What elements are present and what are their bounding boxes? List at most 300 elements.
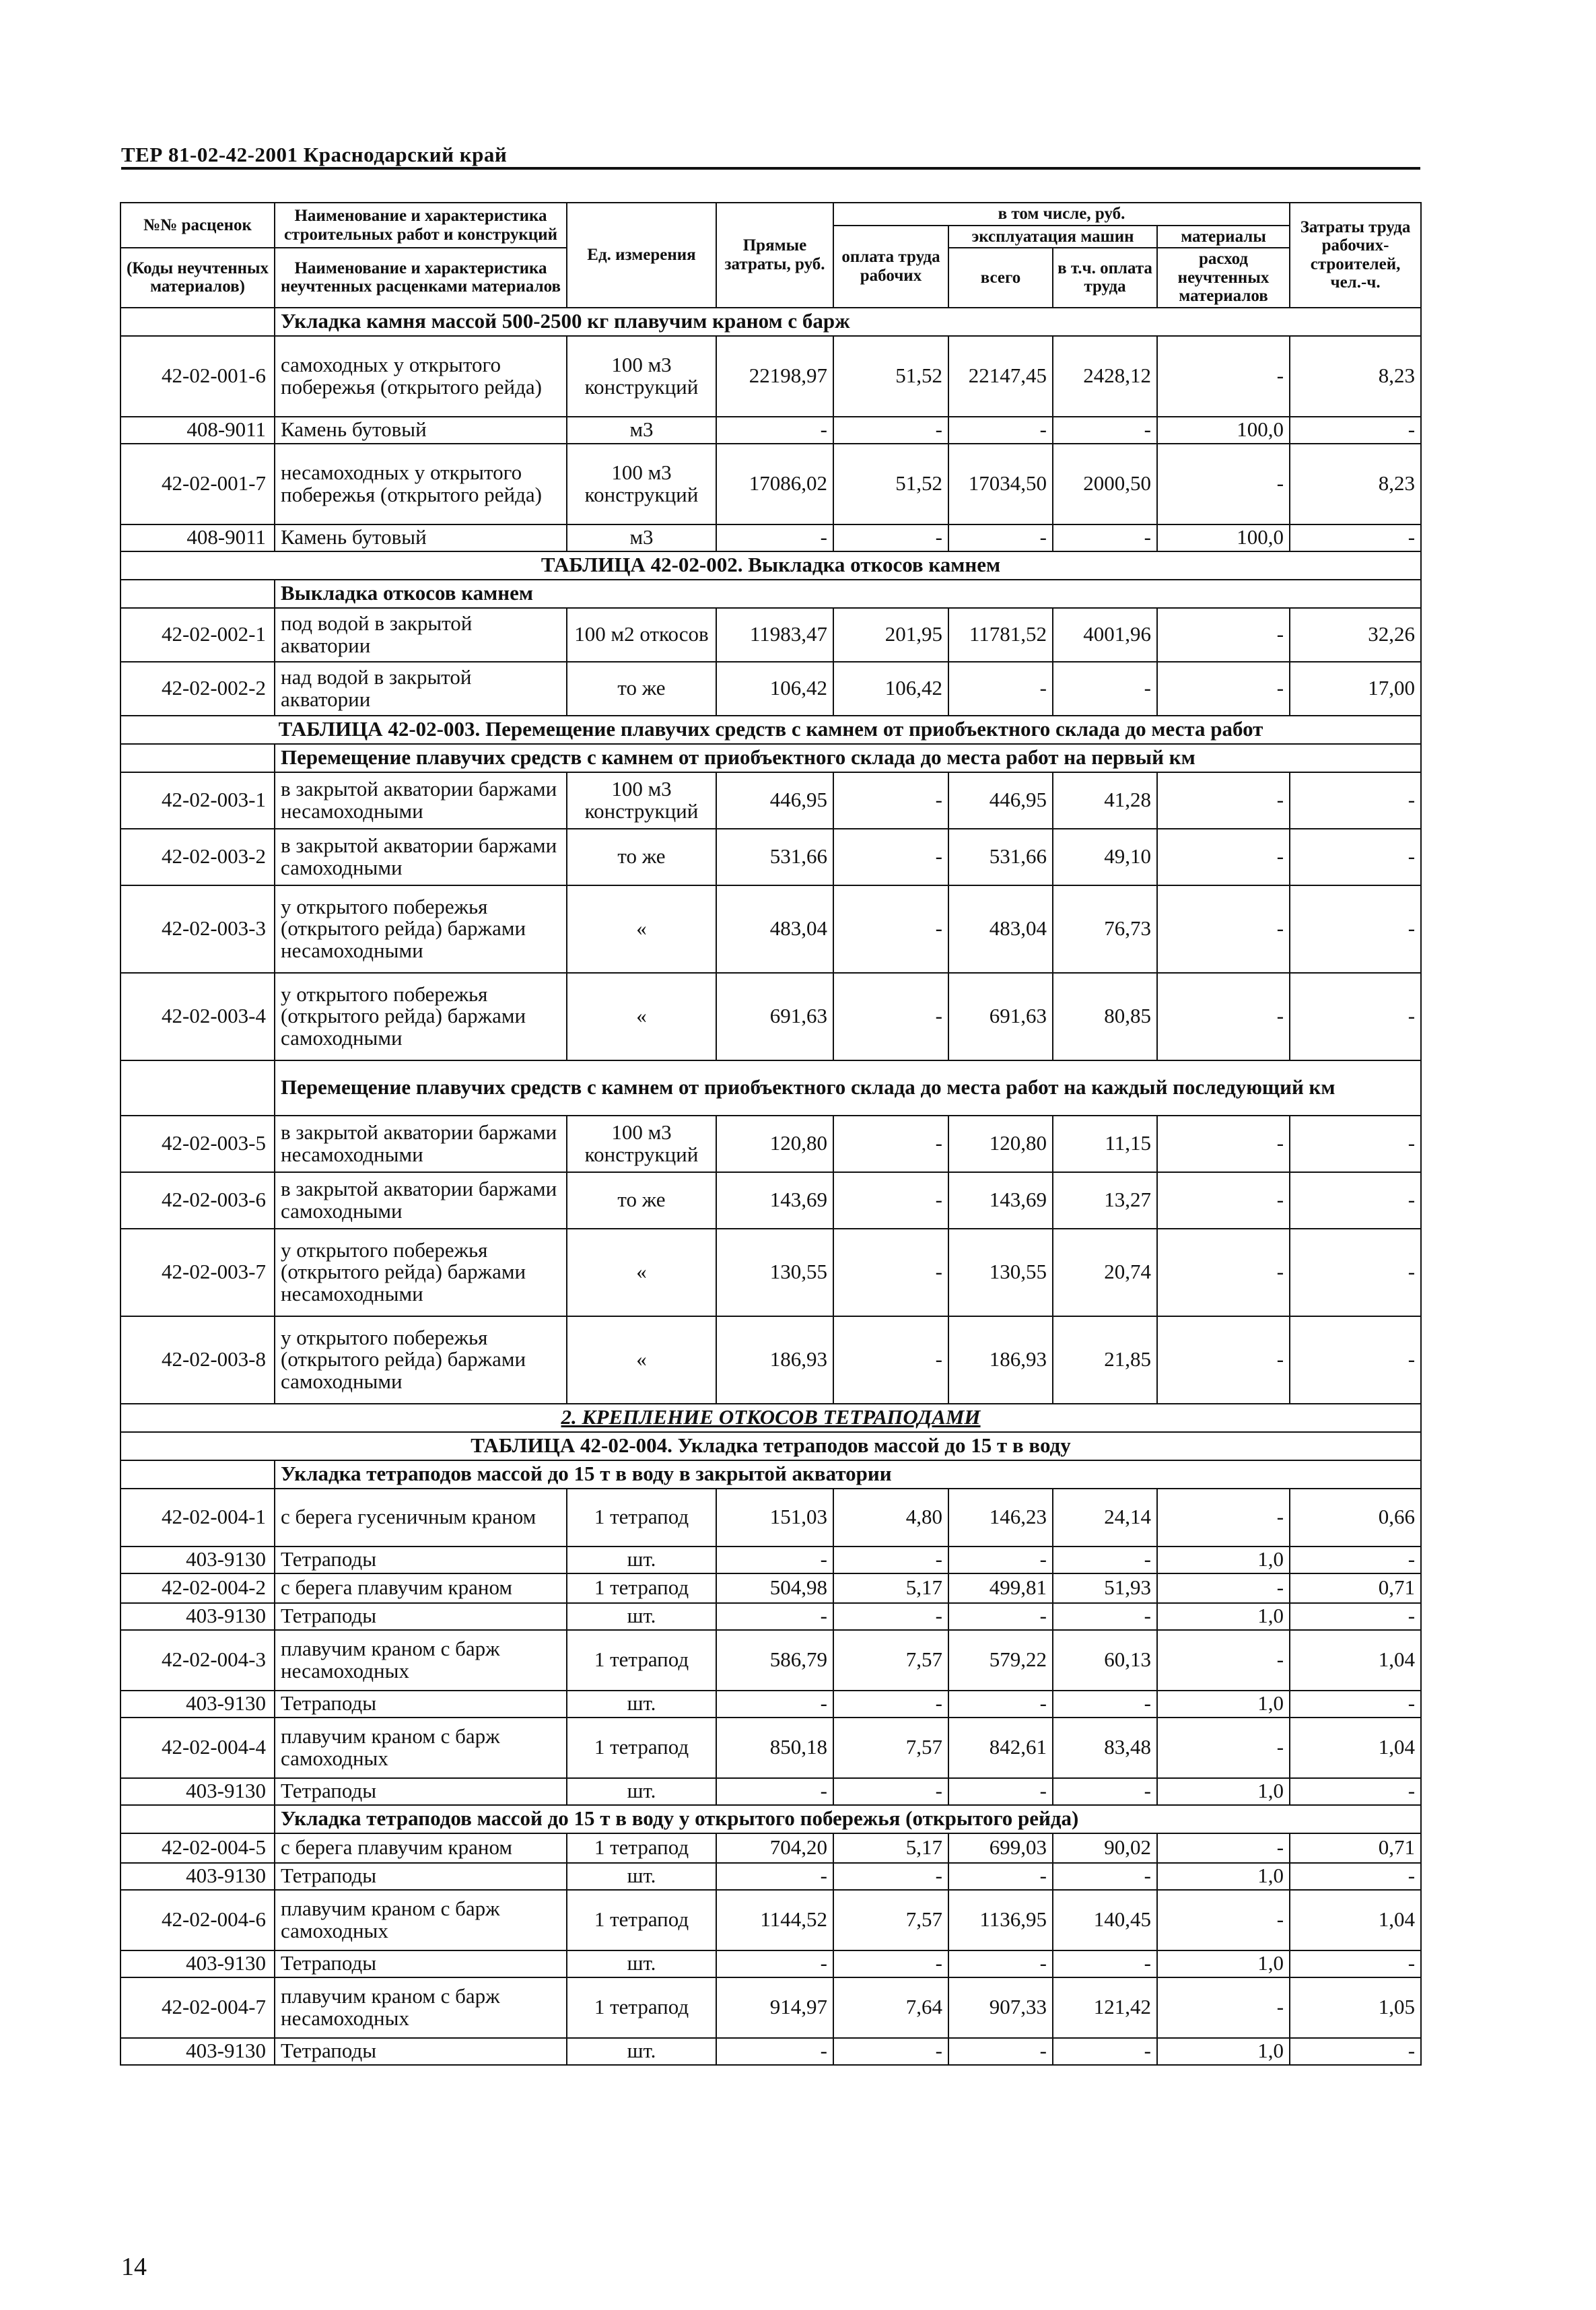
section-title: ТАБЛИЦА 42-02-002. Выкладка откосов камнем <box>120 551 1421 580</box>
table-row <box>120 1863 1421 1890</box>
machines-total-cell: - <box>948 1863 1053 1890</box>
workers-cost-cell: 8,23 <box>1290 444 1421 524</box>
machines-total-cell: - <box>948 417 1053 444</box>
materials-cell: 1,0 <box>1157 1863 1290 1890</box>
unit-cell: 1 тетрапод <box>567 1718 716 1778</box>
table-row <box>120 1977 1421 2038</box>
empty-cell <box>120 1805 275 1833</box>
machines-total-cell: - <box>948 1603 1053 1630</box>
section-row <box>120 1805 1421 1833</box>
machines-total-cell: - <box>948 1547 1053 1573</box>
unit-cell: 100 м3 конструкций <box>567 444 716 524</box>
unit-cell: 100 м3 конструкций <box>567 1116 716 1172</box>
machines-labor-cell: 60,13 <box>1053 1630 1157 1691</box>
section-row <box>120 580 1421 608</box>
unit-cell: то же <box>567 662 716 716</box>
materials-cell: 1,0 <box>1157 1603 1290 1630</box>
table-row <box>120 1833 1421 1863</box>
rate-code: 42-02-004-6 <box>120 1890 275 1950</box>
work-name: в закрытой акватории баржами самоходными <box>275 829 567 885</box>
workers-cost-cell: - <box>1290 1316 1421 1404</box>
materials-cell: - <box>1157 772 1290 829</box>
workers-cost-cell: - <box>1290 1603 1421 1630</box>
direct-cost-cell: - <box>716 1950 833 1977</box>
rate-code: 403-9130 <box>120 1691 275 1718</box>
work-name: в закрытой акватории баржами несамоходными <box>275 1116 567 1172</box>
direct-cost-cell: - <box>716 524 833 551</box>
machines-total-cell: - <box>948 1778 1053 1805</box>
machines-labor-cell: 24,14 <box>1053 1489 1157 1547</box>
rate-code: 42-02-002-2 <box>120 662 275 716</box>
materials-cell: - <box>1157 1977 1290 2038</box>
subsection-title: Укладка камня массой 500-2500 кг плавучим краном с барж <box>275 308 1421 336</box>
work-name: Тетраподы <box>275 1863 567 1890</box>
table-row <box>120 524 1421 551</box>
header-code-top: №№ расценок <box>120 203 275 248</box>
labor-pay-cell: - <box>833 1547 948 1573</box>
rate-code: 42-02-003-5 <box>120 1116 275 1172</box>
work-name: с берега плавучим краном <box>275 1833 567 1863</box>
machines-total-cell: - <box>948 1950 1053 1977</box>
unit-cell: то же <box>567 1172 716 1229</box>
workers-cost-cell: - <box>1290 524 1421 551</box>
labor-pay-cell: 51,52 <box>833 336 948 417</box>
header-labor: оплата труда рабочих <box>833 226 948 308</box>
workers-cost-cell: - <box>1290 1691 1421 1718</box>
rate-code: 408-9011 <box>120 524 275 551</box>
machines-total-cell: 907,33 <box>948 1977 1053 2038</box>
labor-pay-cell: 51,52 <box>833 444 948 524</box>
machines-labor-cell: - <box>1053 524 1157 551</box>
header-incl: в том числе, руб. <box>833 203 1290 226</box>
direct-cost-cell: 106,42 <box>716 662 833 716</box>
machines-labor-cell: 20,74 <box>1053 1229 1157 1316</box>
materials-cell: - <box>1157 1229 1290 1316</box>
rate-code: 42-02-004-2 <box>120 1573 275 1603</box>
machines-labor-cell: - <box>1053 662 1157 716</box>
rate-code: 42-02-003-4 <box>120 973 275 1060</box>
rate-code: 403-9130 <box>120 1603 275 1630</box>
direct-cost-cell: 186,93 <box>716 1316 833 1404</box>
work-name: у открытого побережья (открытого рейда) баржами несамоходными <box>275 1229 567 1316</box>
materials-cell: - <box>1157 1833 1290 1863</box>
rate-code: 42-02-003-2 <box>120 829 275 885</box>
rate-code: 42-02-001-7 <box>120 444 275 524</box>
unit-cell: « <box>567 973 716 1060</box>
machines-labor-cell: 2428,12 <box>1053 336 1157 417</box>
work-name: Камень бутовый <box>275 524 567 551</box>
machines-labor-cell: - <box>1053 2038 1157 2065</box>
machines-labor-cell: 41,28 <box>1053 772 1157 829</box>
machines-labor-cell: - <box>1053 1547 1157 1573</box>
unit-cell: 1 тетрапод <box>567 1890 716 1950</box>
rate-code: 42-02-004-1 <box>120 1489 275 1547</box>
direct-cost-cell: 1144,52 <box>716 1890 833 1950</box>
header-machines-labor: в т.ч. оплата труда <box>1053 248 1157 308</box>
direct-cost-cell: - <box>716 1603 833 1630</box>
rate-code: 403-9130 <box>120 1863 275 1890</box>
table-row <box>120 973 1421 1060</box>
work-name: Тетраподы <box>275 1603 567 1630</box>
labor-pay-cell: - <box>833 1116 948 1172</box>
direct-cost-cell: - <box>716 1547 833 1573</box>
workers-cost-cell: - <box>1290 885 1421 973</box>
unit-cell: шт. <box>567 1950 716 1977</box>
table-row <box>120 1229 1421 1316</box>
machines-labor-cell: - <box>1053 417 1157 444</box>
table-row <box>120 1489 1421 1547</box>
labor-pay-cell: - <box>833 1691 948 1718</box>
materials-cell: - <box>1157 1630 1290 1691</box>
table-row <box>120 885 1421 973</box>
direct-cost-cell: - <box>716 1691 833 1718</box>
header-machines-total: всего <box>948 248 1053 308</box>
page-header: ТЕР 81-02-42-2001 Краснодарский край <box>121 143 508 166</box>
workers-cost-cell: 17,00 <box>1290 662 1421 716</box>
rate-code: 42-02-002-1 <box>120 608 275 662</box>
materials-cell: - <box>1157 1489 1290 1547</box>
materials-cell: - <box>1157 608 1290 662</box>
subsection-title: Перемещение плавучих средств с камнем от приобъектного склада до места работ на первый км <box>275 744 1421 772</box>
materials-cell: - <box>1157 885 1290 973</box>
table-row <box>120 1890 1421 1950</box>
labor-pay-cell: - <box>833 1778 948 1805</box>
labor-pay-cell: - <box>833 1603 948 1630</box>
machines-total-cell: 531,66 <box>948 829 1053 885</box>
machines-total-cell: - <box>948 1691 1053 1718</box>
workers-cost-cell: 0,71 <box>1290 1573 1421 1603</box>
table-header <box>120 203 1421 308</box>
machines-total-cell: 17034,50 <box>948 444 1053 524</box>
machines-total-cell: 186,93 <box>948 1316 1053 1404</box>
unit-cell: то же <box>567 829 716 885</box>
direct-cost-cell: 143,69 <box>716 1172 833 1229</box>
work-name: в закрытой акватории баржами несамоходными <box>275 772 567 829</box>
work-name: над водой в закрытой акватории <box>275 662 567 716</box>
machines-labor-cell: 90,02 <box>1053 1833 1157 1863</box>
header-name-bottom: Наименование и характеристика неучтенных расценками материалов <box>275 248 567 308</box>
labor-pay-cell: - <box>833 829 948 885</box>
direct-cost-cell: - <box>716 1778 833 1805</box>
workers-cost-cell: 0,71 <box>1290 1833 1421 1863</box>
rate-code: 42-02-004-3 <box>120 1630 275 1691</box>
section-row <box>120 716 1421 744</box>
direct-cost-cell: 691,63 <box>716 973 833 1060</box>
work-name: в закрытой акватории баржами самоходными <box>275 1172 567 1229</box>
machines-labor-cell: 140,45 <box>1053 1890 1157 1950</box>
unit-cell: 1 тетрапод <box>567 1977 716 2038</box>
empty-cell <box>120 1060 275 1116</box>
work-name: Тетраподы <box>275 2038 567 2065</box>
subsection-title: Перемещение плавучих средств с камнем от приобъектного склада до места работ на каждый последующий км <box>275 1060 1421 1116</box>
unit-cell: « <box>567 885 716 973</box>
empty-cell <box>120 744 275 772</box>
header-unit: Ед. измерения <box>567 203 716 308</box>
machines-labor-cell: 49,10 <box>1053 829 1157 885</box>
labor-pay-cell: 7,64 <box>833 1977 948 2038</box>
table-row <box>120 1172 1421 1229</box>
header-code-bottom: (Коды неучтенных материалов) <box>120 248 275 308</box>
machines-total-cell: 143,69 <box>948 1172 1053 1229</box>
work-name: под водой в закрытой акватории <box>275 608 567 662</box>
unit-cell: 100 м3 конструкций <box>567 772 716 829</box>
table-row <box>120 1547 1421 1573</box>
work-name: Тетраподы <box>275 1691 567 1718</box>
direct-cost-cell: 483,04 <box>716 885 833 973</box>
work-name: Тетраподы <box>275 1950 567 1977</box>
machines-total-cell: 579,22 <box>948 1630 1053 1691</box>
direct-cost-cell: 586,79 <box>716 1630 833 1691</box>
machines-total-cell: 842,61 <box>948 1718 1053 1778</box>
machines-labor-cell: 13,27 <box>1053 1172 1157 1229</box>
work-name: несамоходных у открытого побережья (открытого рейда) <box>275 444 567 524</box>
machines-total-cell: 130,55 <box>948 1229 1053 1316</box>
labor-pay-cell: - <box>833 772 948 829</box>
table-row <box>120 829 1421 885</box>
workers-cost-cell: - <box>1290 1547 1421 1573</box>
workers-cost-cell: 32,26 <box>1290 608 1421 662</box>
machines-total-cell: 499,81 <box>948 1573 1053 1603</box>
machines-total-cell: - <box>948 2038 1053 2065</box>
workers-cost-cell: 1,04 <box>1290 1890 1421 1950</box>
materials-cell: - <box>1157 1172 1290 1229</box>
workers-cost-cell: 1,04 <box>1290 1718 1421 1778</box>
materials-cell: 1,0 <box>1157 2038 1290 2065</box>
rate-code: 42-02-004-7 <box>120 1977 275 2038</box>
labor-pay-cell: 201,95 <box>833 608 948 662</box>
machines-total-cell: 446,95 <box>948 772 1053 829</box>
subsection-title: Выкладка откосов камнем <box>275 580 1421 608</box>
materials-cell: - <box>1157 829 1290 885</box>
workers-cost-cell: - <box>1290 1950 1421 1977</box>
unit-cell: 1 тетрапод <box>567 1573 716 1603</box>
direct-cost-cell: 850,18 <box>716 1718 833 1778</box>
direct-cost-cell: 17086,02 <box>716 444 833 524</box>
work-name: плавучим краном с барж несамоходных <box>275 1977 567 2038</box>
header-materials: материалы <box>1157 226 1290 248</box>
page-number: 14 <box>121 2253 147 2281</box>
work-name: плавучим краном с барж самоходных <box>275 1718 567 1778</box>
machines-labor-cell: - <box>1053 1863 1157 1890</box>
section-row <box>120 551 1421 580</box>
labor-pay-cell: 7,57 <box>833 1630 948 1691</box>
labor-pay-cell: - <box>833 1863 948 1890</box>
materials-cell: - <box>1157 444 1290 524</box>
machines-total-cell: 146,23 <box>948 1489 1053 1547</box>
direct-cost-cell: 531,66 <box>716 829 833 885</box>
work-name: самоходных у открытого побережья (открытого рейда) <box>275 336 567 417</box>
labor-pay-cell: - <box>833 2038 948 2065</box>
labor-pay-cell: 106,42 <box>833 662 948 716</box>
unit-cell: шт. <box>567 1547 716 1573</box>
workers-cost-cell: - <box>1290 829 1421 885</box>
rate-code: 42-02-004-5 <box>120 1833 275 1863</box>
labor-pay-cell: - <box>833 524 948 551</box>
materials-cell: 100,0 <box>1157 417 1290 444</box>
rate-code: 403-9130 <box>120 2038 275 2065</box>
workers-cost-cell: - <box>1290 973 1421 1060</box>
labor-pay-cell: - <box>833 973 948 1060</box>
direct-cost-cell: - <box>716 1863 833 1890</box>
labor-pay-cell: - <box>833 1229 948 1316</box>
workers-cost-cell: - <box>1290 1116 1421 1172</box>
materials-cell: - <box>1157 662 1290 716</box>
table-row <box>120 444 1421 524</box>
work-name: с берега плавучим краном <box>275 1573 567 1603</box>
work-name: Камень бутовый <box>275 417 567 444</box>
unit-cell: 1 тетрапод <box>567 1630 716 1691</box>
direct-cost-cell: 504,98 <box>716 1573 833 1603</box>
header-name-top: Наименование и характеристика строительных работ и конструкций <box>275 203 567 248</box>
rate-code: 403-9130 <box>120 1778 275 1805</box>
empty-cell <box>120 308 275 336</box>
header-machines: эксплуатация машин <box>948 226 1157 248</box>
labor-pay-cell: 4,80 <box>833 1489 948 1547</box>
work-name: с берега гусеничным краном <box>275 1489 567 1547</box>
machines-labor-cell: 51,93 <box>1053 1573 1157 1603</box>
unit-cell: 1 тетрапод <box>567 1833 716 1863</box>
labor-pay-cell: - <box>833 1172 948 1229</box>
work-name: у открытого побережья (открытого рейда) баржами несамоходными <box>275 885 567 973</box>
machines-labor-cell: 4001,96 <box>1053 608 1157 662</box>
rate-code: 42-02-003-1 <box>120 772 275 829</box>
table-row <box>120 1603 1421 1630</box>
workers-cost-cell: 8,23 <box>1290 336 1421 417</box>
machines-total-cell: 691,63 <box>948 973 1053 1060</box>
direct-cost-cell: - <box>716 2038 833 2065</box>
work-name: у открытого побережья (открытого рейда) баржами самоходными <box>275 973 567 1060</box>
rates-table <box>120 202 1422 2066</box>
section-row <box>120 1404 1421 1432</box>
table-row <box>120 1116 1421 1172</box>
machines-labor-cell: 76,73 <box>1053 885 1157 973</box>
labor-pay-cell: - <box>833 417 948 444</box>
direct-cost-cell: 151,03 <box>716 1489 833 1547</box>
table-row <box>120 1573 1421 1603</box>
unit-cell: 100 м2 откосов <box>567 608 716 662</box>
table-row <box>120 417 1421 444</box>
unit-cell: м3 <box>567 417 716 444</box>
machines-total-cell: 11781,52 <box>948 608 1053 662</box>
empty-cell <box>120 1460 275 1489</box>
materials-cell: - <box>1157 973 1290 1060</box>
workers-cost-cell: - <box>1290 1778 1421 1805</box>
rate-code: 408-9011 <box>120 417 275 444</box>
section-row <box>120 1432 1421 1460</box>
rate-code: 403-9130 <box>120 1950 275 1977</box>
materials-cell: - <box>1157 1890 1290 1950</box>
machines-total-cell: - <box>948 662 1053 716</box>
table-row <box>120 662 1421 716</box>
workers-cost-cell: - <box>1290 1172 1421 1229</box>
direct-cost-cell: 11983,47 <box>716 608 833 662</box>
labor-pay-cell: - <box>833 885 948 973</box>
table-row <box>120 2038 1421 2065</box>
workers-cost-cell: - <box>1290 417 1421 444</box>
unit-cell: шт. <box>567 1863 716 1890</box>
workers-cost-cell: - <box>1290 772 1421 829</box>
workers-cost-cell: - <box>1290 2038 1421 2065</box>
machines-total-cell: 1136,95 <box>948 1890 1053 1950</box>
section-row <box>120 744 1421 772</box>
table-row <box>120 772 1421 829</box>
labor-pay-cell: - <box>833 1316 948 1404</box>
direct-cost-cell: 914,97 <box>716 1977 833 2038</box>
rate-code: 42-02-003-8 <box>120 1316 275 1404</box>
labor-pay-cell: - <box>833 1950 948 1977</box>
machines-total-cell: 483,04 <box>948 885 1053 973</box>
table-row <box>120 1630 1421 1691</box>
machines-labor-cell: - <box>1053 1691 1157 1718</box>
rate-code: 42-02-003-6 <box>120 1172 275 1229</box>
section-row <box>120 1460 1421 1489</box>
empty-cell <box>120 580 275 608</box>
machines-total-cell: 699,03 <box>948 1833 1053 1863</box>
workers-cost-cell: 0,66 <box>1290 1489 1421 1547</box>
section-row <box>120 1060 1421 1116</box>
unit-cell: « <box>567 1316 716 1404</box>
materials-cell: - <box>1157 1573 1290 1603</box>
machines-labor-cell: 80,85 <box>1053 973 1157 1060</box>
machines-labor-cell: 83,48 <box>1053 1718 1157 1778</box>
work-name: у открытого побережья (открытого рейда) баржами самоходными <box>275 1316 567 1404</box>
direct-cost-cell: 120,80 <box>716 1116 833 1172</box>
machines-labor-cell: 2000,50 <box>1053 444 1157 524</box>
materials-cell: - <box>1157 336 1290 417</box>
unit-cell: « <box>567 1229 716 1316</box>
subsection-title: Укладка тетраподов массой до 15 т в воду у открытого побережья (открытого рейда) <box>275 1805 1421 1833</box>
rate-code: 42-02-004-4 <box>120 1718 275 1778</box>
unit-cell: шт. <box>567 2038 716 2065</box>
rate-code: 42-02-003-7 <box>120 1229 275 1316</box>
materials-cell: - <box>1157 1718 1290 1778</box>
machines-labor-cell: 11,15 <box>1053 1116 1157 1172</box>
rate-code: 42-02-001-6 <box>120 336 275 417</box>
labor-pay-cell: 5,17 <box>833 1833 948 1863</box>
table-row <box>120 336 1421 417</box>
direct-cost-cell: 130,55 <box>716 1229 833 1316</box>
table-row <box>120 1778 1421 1805</box>
work-name: Тетраподы <box>275 1778 567 1805</box>
unit-cell: м3 <box>567 524 716 551</box>
table-body <box>120 308 1421 2065</box>
materials-cell: 100,0 <box>1157 524 1290 551</box>
header-rule <box>121 167 1420 170</box>
table-row <box>120 1691 1421 1718</box>
section-row <box>120 308 1421 336</box>
direct-cost-cell: 704,20 <box>716 1833 833 1863</box>
table-row <box>120 1718 1421 1778</box>
workers-cost-cell: - <box>1290 1229 1421 1316</box>
section-title: ТАБЛИЦА 42-02-004. Укладка тетраподов массой до 15 т в воду <box>120 1432 1421 1460</box>
unit-cell: 100 м3 конструкций <box>567 336 716 417</box>
unit-cell: 1 тетрапод <box>567 1489 716 1547</box>
direct-cost-cell: 22198,97 <box>716 336 833 417</box>
header-materials-sub: расход неучтенных материалов <box>1157 248 1290 308</box>
direct-cost-cell: - <box>716 417 833 444</box>
materials-cell: 1,0 <box>1157 1778 1290 1805</box>
work-name: Тетраподы <box>275 1547 567 1573</box>
table-row <box>120 608 1421 662</box>
work-name: плавучим краном с барж несамоходных <box>275 1630 567 1691</box>
workers-cost-cell: 1,05 <box>1290 1977 1421 2038</box>
machines-total-cell: - <box>948 524 1053 551</box>
machines-labor-cell: 21,85 <box>1053 1316 1157 1404</box>
materials-cell: 1,0 <box>1157 1950 1290 1977</box>
machines-labor-cell: - <box>1053 1950 1157 1977</box>
materials-cell: 1,0 <box>1157 1691 1290 1718</box>
machines-total-cell: 120,80 <box>948 1116 1053 1172</box>
